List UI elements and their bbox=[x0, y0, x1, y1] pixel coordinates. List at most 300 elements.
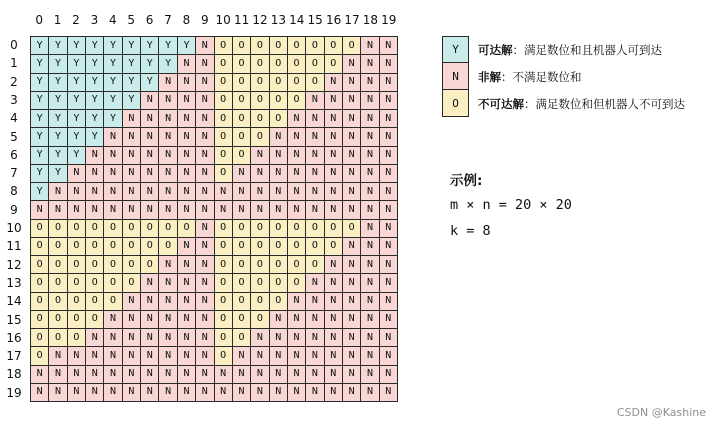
grid-cell: N bbox=[306, 92, 324, 110]
example-grid-size: m × n = 20 × 20 bbox=[450, 197, 572, 213]
grid-cell: N bbox=[123, 183, 141, 201]
grid-cell: N bbox=[380, 147, 398, 165]
grid-cell: Y bbox=[31, 165, 49, 183]
grid-cell: O bbox=[86, 293, 104, 311]
grid-cell: O bbox=[251, 311, 269, 329]
row-label: 12 bbox=[6, 257, 22, 272]
grid-cell: N bbox=[325, 92, 343, 110]
column-label: 10 bbox=[215, 13, 231, 27]
grid-cell: O bbox=[251, 220, 269, 238]
grid-cell: O bbox=[68, 293, 86, 311]
grid-cell: O bbox=[104, 293, 122, 311]
grid-cell: N bbox=[251, 147, 269, 165]
grid-cell: N bbox=[306, 347, 324, 365]
row-label: 19 bbox=[6, 385, 22, 400]
legend-label: 可达解 bbox=[478, 42, 513, 57]
grid-cell: Y bbox=[68, 147, 86, 165]
grid-cell: N bbox=[178, 384, 196, 402]
grid-cell: O bbox=[288, 92, 306, 110]
grid-cell: N bbox=[49, 347, 67, 365]
grid-cell: N bbox=[68, 165, 86, 183]
grid-cell: N bbox=[104, 347, 122, 365]
grid-cell: Y bbox=[68, 74, 86, 92]
grid-cell: Y bbox=[49, 37, 67, 55]
grid-cell: O bbox=[233, 311, 251, 329]
grid-cell: N bbox=[141, 347, 159, 365]
grid-cell: N bbox=[380, 347, 398, 365]
grid-cell: N bbox=[86, 347, 104, 365]
grid-cell: N bbox=[196, 92, 214, 110]
grid-cell: N bbox=[196, 201, 214, 219]
grid-cell: N bbox=[288, 201, 306, 219]
grid-cell: N bbox=[270, 311, 288, 329]
grid-cell: O bbox=[215, 74, 233, 92]
grid-cell: N bbox=[178, 165, 196, 183]
legend-desc: ：满足数位和且机器人可到达 bbox=[512, 42, 662, 57]
grid-cell: N bbox=[68, 201, 86, 219]
grid-cell: O bbox=[306, 220, 324, 238]
grid-cell: N bbox=[343, 293, 361, 311]
grid-cell: N bbox=[233, 347, 251, 365]
grid-cell: Y bbox=[31, 74, 49, 92]
grid-cell: O bbox=[251, 293, 269, 311]
row-label: 9 bbox=[10, 202, 18, 217]
grid-cell: N bbox=[86, 201, 104, 219]
grid-cell: O bbox=[215, 147, 233, 165]
grid-cell: N bbox=[159, 201, 177, 219]
grid-cell: O bbox=[31, 274, 49, 292]
grid-cell: O bbox=[306, 55, 324, 73]
grid-cell: O bbox=[104, 238, 122, 256]
grid-cell: N bbox=[361, 201, 379, 219]
grid-cell: N bbox=[361, 165, 379, 183]
grid-cell: N bbox=[104, 165, 122, 183]
grid-cell: N bbox=[123, 147, 141, 165]
grid-cell: O bbox=[215, 347, 233, 365]
grid-cell: N bbox=[343, 384, 361, 402]
grid-cell: O bbox=[270, 110, 288, 128]
grid-cell: N bbox=[68, 183, 86, 201]
grid-cell: N bbox=[233, 165, 251, 183]
grid-cell: N bbox=[196, 293, 214, 311]
grid-cell: N bbox=[178, 201, 196, 219]
grid-cell: N bbox=[306, 183, 324, 201]
column-label: 5 bbox=[127, 13, 136, 27]
grid-cell: N bbox=[380, 293, 398, 311]
grid-cell: N bbox=[215, 183, 233, 201]
grid-cell: Y bbox=[49, 128, 67, 146]
grid-cell: N bbox=[306, 165, 324, 183]
grid-cell: Y bbox=[68, 37, 86, 55]
grid-cell: N bbox=[178, 128, 196, 146]
grid-cell: N bbox=[325, 274, 343, 292]
grid-cell: N bbox=[178, 110, 196, 128]
grid-cell: N bbox=[159, 74, 177, 92]
legend-text-unreachable bbox=[478, 96, 685, 112]
grid-cell: N bbox=[343, 366, 361, 384]
grid-cell: O bbox=[251, 55, 269, 73]
grid-cell: N bbox=[196, 55, 214, 73]
column-label: 13 bbox=[270, 13, 287, 27]
grid-cell: O bbox=[325, 220, 343, 238]
grid-cell: O bbox=[270, 55, 288, 73]
grid-cell: N bbox=[288, 147, 306, 165]
grid-cell: N bbox=[270, 183, 288, 201]
grid-cell: Y bbox=[31, 92, 49, 110]
grid-cell: N bbox=[196, 110, 214, 128]
grid-cell: O bbox=[233, 329, 251, 347]
grid-cell: O bbox=[233, 238, 251, 256]
grid-cell: N bbox=[270, 384, 288, 402]
grid-cell: N bbox=[251, 165, 269, 183]
row-label: 6 bbox=[10, 147, 18, 162]
grid-cell: N bbox=[343, 311, 361, 329]
grid-cell: N bbox=[380, 220, 398, 238]
grid-cell: N bbox=[306, 147, 324, 165]
row-label: 7 bbox=[10, 166, 18, 181]
grid-cell: N bbox=[288, 347, 306, 365]
grid-cell: N bbox=[141, 384, 159, 402]
grid-cell: N bbox=[86, 165, 104, 183]
grid-cell: O bbox=[68, 220, 86, 238]
grid-cell: N bbox=[361, 183, 379, 201]
row-label: 10 bbox=[6, 221, 22, 235]
grid-cell: N bbox=[361, 110, 379, 128]
grid-cell: N bbox=[270, 128, 288, 146]
grid-cell: Y bbox=[123, 92, 141, 110]
grid-cell: N bbox=[141, 183, 159, 201]
grid-cell: O bbox=[270, 293, 288, 311]
grid-cell: N bbox=[86, 329, 104, 347]
grid-cell: O bbox=[288, 220, 306, 238]
grid-cell: O bbox=[86, 311, 104, 329]
grid-cell: O bbox=[325, 37, 343, 55]
grid-cell: N bbox=[306, 311, 324, 329]
row-label: 13 bbox=[6, 275, 22, 290]
grid-cell: O bbox=[306, 74, 324, 92]
grid-cell: N bbox=[141, 293, 159, 311]
grid-cell: N bbox=[361, 293, 379, 311]
grid-cell: O bbox=[288, 37, 306, 55]
grid-cell: Y bbox=[68, 55, 86, 73]
grid-cell: O bbox=[215, 55, 233, 73]
column-label: 7 bbox=[164, 13, 172, 27]
grid-cell: O bbox=[233, 220, 251, 238]
grid-cell: N bbox=[215, 366, 233, 384]
grid-cell: O bbox=[288, 274, 306, 292]
watermark: CSDN @Kashine bbox=[616, 406, 706, 419]
grid-cell: N bbox=[343, 165, 361, 183]
grid-cell: N bbox=[141, 201, 159, 219]
grid-cell: N bbox=[196, 74, 214, 92]
grid-cell: N bbox=[306, 293, 324, 311]
legend-swatch-n: N bbox=[442, 63, 469, 90]
grid-cell: O bbox=[123, 274, 141, 292]
grid-cell: N bbox=[123, 293, 141, 311]
grid-cell: O bbox=[233, 110, 251, 128]
row-label: 8 bbox=[10, 184, 18, 199]
grid-cell: O bbox=[49, 220, 67, 238]
grid-cell: O bbox=[288, 238, 306, 256]
grid-cell: O bbox=[215, 92, 233, 110]
grid-cell: O bbox=[270, 37, 288, 55]
grid-cell: N bbox=[159, 384, 177, 402]
grid-cell: O bbox=[68, 238, 86, 256]
grid-cell: N bbox=[325, 201, 343, 219]
grid-cell: N bbox=[141, 311, 159, 329]
grid-cell: N bbox=[178, 329, 196, 347]
grid-cell: O bbox=[215, 329, 233, 347]
grid-cell: N bbox=[123, 128, 141, 146]
grid-cell: N bbox=[49, 366, 67, 384]
grid-cell: O bbox=[251, 74, 269, 92]
grid-cell: N bbox=[159, 366, 177, 384]
grid-cell: N bbox=[380, 256, 398, 274]
grid-cell: N bbox=[288, 165, 306, 183]
grid-cell: O bbox=[343, 220, 361, 238]
grid-cell: O bbox=[251, 110, 269, 128]
grid-cell: Y bbox=[141, 37, 159, 55]
grid-cell: N bbox=[288, 384, 306, 402]
grid-cell: N bbox=[196, 384, 214, 402]
grid-cell: N bbox=[343, 110, 361, 128]
grid-cell: Y bbox=[104, 74, 122, 92]
grid-cell: N bbox=[380, 92, 398, 110]
grid-cell: N bbox=[159, 311, 177, 329]
grid-cell: N bbox=[343, 128, 361, 146]
grid-cell: O bbox=[49, 238, 67, 256]
grid-cell: N bbox=[325, 366, 343, 384]
grid-cell: O bbox=[104, 274, 122, 292]
grid-cell: N bbox=[325, 384, 343, 402]
grid-cell: O bbox=[288, 256, 306, 274]
grid-cell: N bbox=[215, 201, 233, 219]
grid-cell: Y bbox=[141, 55, 159, 73]
grid-cell: O bbox=[233, 74, 251, 92]
grid-cell: N bbox=[361, 128, 379, 146]
grid-cell: Y bbox=[68, 110, 86, 128]
legend-swatch-o: O bbox=[442, 90, 469, 117]
grid-cell: N bbox=[31, 366, 49, 384]
grid-cell: N bbox=[270, 366, 288, 384]
grid-cell: O bbox=[68, 256, 86, 274]
grid-cell: N bbox=[306, 128, 324, 146]
grid-cell: N bbox=[178, 74, 196, 92]
grid-cell: O bbox=[251, 128, 269, 146]
grid-cell: O bbox=[215, 238, 233, 256]
grid-cell: N bbox=[31, 201, 49, 219]
grid-cell: N bbox=[141, 110, 159, 128]
legend-swatch-y: Y bbox=[442, 36, 469, 63]
row-label: 3 bbox=[10, 92, 18, 107]
grid-cell: N bbox=[380, 128, 398, 146]
grid-cell: N bbox=[251, 201, 269, 219]
grid-cell: O bbox=[49, 256, 67, 274]
grid-cell: N bbox=[380, 37, 398, 55]
grid-cell: N bbox=[49, 384, 67, 402]
grid-cell: N bbox=[361, 311, 379, 329]
grid-cell: O bbox=[270, 256, 288, 274]
grid-cell: Y bbox=[49, 55, 67, 73]
grid-cell: Y bbox=[31, 128, 49, 146]
grid-cell: O bbox=[68, 311, 86, 329]
grid-cell: N bbox=[196, 37, 214, 55]
grid-cell: N bbox=[141, 366, 159, 384]
grid-cell: N bbox=[343, 147, 361, 165]
row-label: 15 bbox=[6, 312, 22, 327]
grid-cell: N bbox=[178, 366, 196, 384]
grid-cell: N bbox=[343, 183, 361, 201]
legend-text-non-solution bbox=[478, 69, 582, 85]
column-label: 15 bbox=[307, 13, 323, 27]
grid-cell: N bbox=[68, 384, 86, 402]
grid-cell: N bbox=[380, 238, 398, 256]
grid-cell: Y bbox=[86, 110, 104, 128]
grid-cell: O bbox=[251, 238, 269, 256]
grid-cell: O bbox=[215, 128, 233, 146]
grid-cell: N bbox=[343, 74, 361, 92]
grid-cell: N bbox=[104, 329, 122, 347]
grid-cell: O bbox=[104, 220, 122, 238]
grid-cell: O bbox=[141, 256, 159, 274]
grid-cell: N bbox=[306, 384, 324, 402]
grid-cell: N bbox=[361, 366, 379, 384]
grid-cell: N bbox=[288, 110, 306, 128]
grid-cell: N bbox=[380, 183, 398, 201]
grid-cell: O bbox=[215, 274, 233, 292]
grid-cell: N bbox=[123, 311, 141, 329]
grid-cell: O bbox=[306, 37, 324, 55]
legend-item-unreachable bbox=[442, 90, 722, 117]
grid-cell: N bbox=[233, 201, 251, 219]
grid-cell: N bbox=[325, 311, 343, 329]
grid-cell: N bbox=[325, 110, 343, 128]
grid-cell: O bbox=[31, 238, 49, 256]
row-label: 16 bbox=[6, 330, 22, 345]
legend-item-non-solution bbox=[442, 63, 722, 90]
row-label: 18 bbox=[6, 367, 22, 382]
grid-cell: O bbox=[49, 329, 67, 347]
grid-cell: N bbox=[233, 384, 251, 402]
grid-cell: O bbox=[233, 256, 251, 274]
grid-cell: N bbox=[288, 366, 306, 384]
grid-cell: N bbox=[159, 183, 177, 201]
grid-cell: N bbox=[196, 329, 214, 347]
grid-cell: O bbox=[68, 329, 86, 347]
row-label: 17 bbox=[6, 349, 22, 364]
legend bbox=[442, 36, 722, 117]
column-label: 18 bbox=[362, 13, 379, 27]
column-label: 19 bbox=[381, 13, 397, 27]
grid-cell: N bbox=[361, 329, 379, 347]
grid-cell: O bbox=[270, 220, 288, 238]
grid-cell: N bbox=[380, 366, 398, 384]
grid-cell: N bbox=[104, 128, 122, 146]
grid-cell: O bbox=[251, 274, 269, 292]
grid-cell: N bbox=[141, 274, 159, 292]
grid-cell: O bbox=[68, 274, 86, 292]
grid-cell: N bbox=[343, 201, 361, 219]
grid-cell: Y bbox=[49, 92, 67, 110]
grid-cell: N bbox=[325, 329, 343, 347]
column-label: 16 bbox=[325, 13, 342, 27]
grid-cell: N bbox=[380, 201, 398, 219]
grid-cell: N bbox=[49, 183, 67, 201]
grid-cell: N bbox=[343, 347, 361, 365]
grid-cell: N bbox=[196, 220, 214, 238]
grid-cell: N bbox=[233, 183, 251, 201]
grid-cell: N bbox=[196, 183, 214, 201]
grid-cell: O bbox=[178, 220, 196, 238]
grid-cell: N bbox=[380, 74, 398, 92]
grid-cell: N bbox=[49, 201, 67, 219]
grid-cell: N bbox=[361, 384, 379, 402]
grid-cell: O bbox=[215, 110, 233, 128]
grid-cell: N bbox=[104, 183, 122, 201]
grid-cell: O bbox=[31, 311, 49, 329]
grid-cell: Y bbox=[123, 55, 141, 73]
grid-cell: Y bbox=[104, 55, 122, 73]
row-header bbox=[0, 36, 28, 402]
row-label: 0 bbox=[10, 38, 18, 52]
grid-cell: N bbox=[380, 274, 398, 292]
grid-cell: N bbox=[196, 165, 214, 183]
grid-cell: O bbox=[123, 238, 141, 256]
grid-cell: N bbox=[159, 147, 177, 165]
grid-cell: N bbox=[380, 165, 398, 183]
grid-cell: N bbox=[361, 256, 379, 274]
grid-cell: N bbox=[380, 329, 398, 347]
grid-cell: N bbox=[104, 384, 122, 402]
grid-cell: N bbox=[159, 128, 177, 146]
grid-cell: N bbox=[343, 55, 361, 73]
grid-cell: N bbox=[306, 201, 324, 219]
grid-cell: O bbox=[49, 311, 67, 329]
grid-cell: N bbox=[288, 183, 306, 201]
grid-cell: N bbox=[361, 220, 379, 238]
grid-cell: N bbox=[361, 74, 379, 92]
grid-cell: Y bbox=[31, 55, 49, 73]
example-k-value: k = 8 bbox=[450, 223, 491, 239]
grid-cell: Y bbox=[86, 92, 104, 110]
grid-cell: N bbox=[270, 201, 288, 219]
grid-cell: Y bbox=[49, 165, 67, 183]
grid-cell: N bbox=[86, 366, 104, 384]
column-label: 4 bbox=[108, 13, 117, 27]
grid-cell: Y bbox=[178, 37, 196, 55]
legend-item-reachable bbox=[442, 36, 722, 63]
grid-cell: O bbox=[31, 329, 49, 347]
column-label: 2 bbox=[72, 13, 80, 27]
grid-cell: O bbox=[49, 293, 67, 311]
grid-cell: Y bbox=[104, 92, 122, 110]
grid-cell: N bbox=[361, 347, 379, 365]
legend-text-reachable bbox=[478, 42, 662, 58]
grid-cell: N bbox=[159, 347, 177, 365]
grid-cell: N bbox=[196, 238, 214, 256]
grid-cell: O bbox=[215, 256, 233, 274]
grid-cell: N bbox=[104, 311, 122, 329]
grid-cell: Y bbox=[68, 128, 86, 146]
grid-cell: O bbox=[288, 55, 306, 73]
grid-cell: O bbox=[159, 220, 177, 238]
grid-cell: N bbox=[196, 347, 214, 365]
grid-cell: O bbox=[325, 238, 343, 256]
grid-cell: N bbox=[306, 366, 324, 384]
example-title: 示例: bbox=[450, 173, 483, 189]
grid-cell: N bbox=[159, 293, 177, 311]
grid-cell: N bbox=[31, 384, 49, 402]
